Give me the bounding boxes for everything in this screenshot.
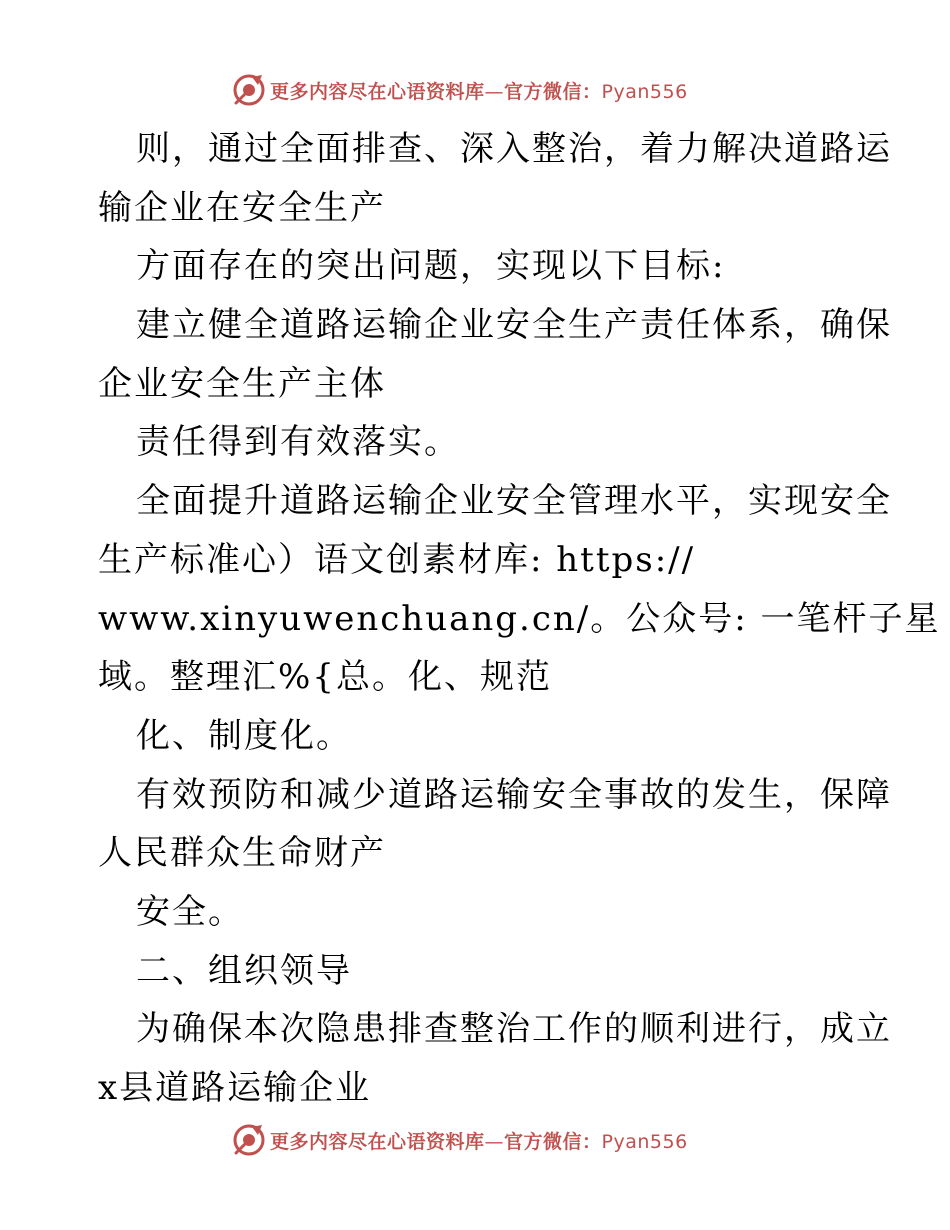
banner-account: Pyan556 (601, 80, 688, 103)
text-line-14: 安全。 (136, 891, 244, 932)
header-banner (232, 70, 688, 110)
banner-separator: — (484, 1130, 505, 1153)
text-line-17: x县道路运输企业 (98, 1068, 372, 1108)
banner-site-text: 更多内容尽在心语资料库 (270, 80, 485, 103)
text-line-13: 人民群众生命财产 (98, 833, 386, 874)
banner-separator: — (484, 80, 505, 103)
text-line-7: 全面提升道路运输企业安全管理水平，实现安全 (136, 481, 892, 522)
text-line-12: 有效预防和减少道路运输安全事故的发生，保障 (136, 774, 892, 815)
text-line-4: 建立健全道路运输企业安全生产责任体系，确保 (136, 305, 892, 346)
text-line-2: 输企业在安全生产 (98, 187, 386, 228)
text-line-11: 化、制度化。 (136, 715, 352, 756)
banner-account: Pyan556 (601, 1130, 688, 1153)
text-line-16: 为确保本次隐患排查整治工作的顺利进行，成立 (136, 1009, 892, 1050)
text-line-6: 责任得到有效落实。 (136, 422, 460, 463)
logo-icon (232, 73, 266, 107)
footer-banner (232, 1120, 688, 1160)
text-line-5: 企业安全生产主体 (98, 363, 386, 404)
text-line-9: www.xinyuwenchuang.cn/。公众号: 一笔杆子星 (98, 598, 941, 639)
document-body (98, 120, 941, 1118)
logo-icon (232, 1123, 266, 1157)
text-line-10: 域。整理汇%{总。化、规范 (98, 657, 552, 698)
text-line-3: 方面存在的突出问题，实现以下目标: (136, 246, 726, 287)
text-line-1: 则，通过全面排查、深入整治，着力解决道路运 (136, 129, 892, 169)
text-line-8: 生产标准心）语文创素材库: https:// (98, 539, 696, 580)
banner-site-text: 更多内容尽在心语资料库 (270, 1130, 485, 1153)
banner-wechat-text: 官方微信： (504, 80, 602, 103)
banner-wechat-text: 官方微信： (504, 1130, 602, 1153)
section-heading: 二、组织领导 (136, 950, 352, 991)
